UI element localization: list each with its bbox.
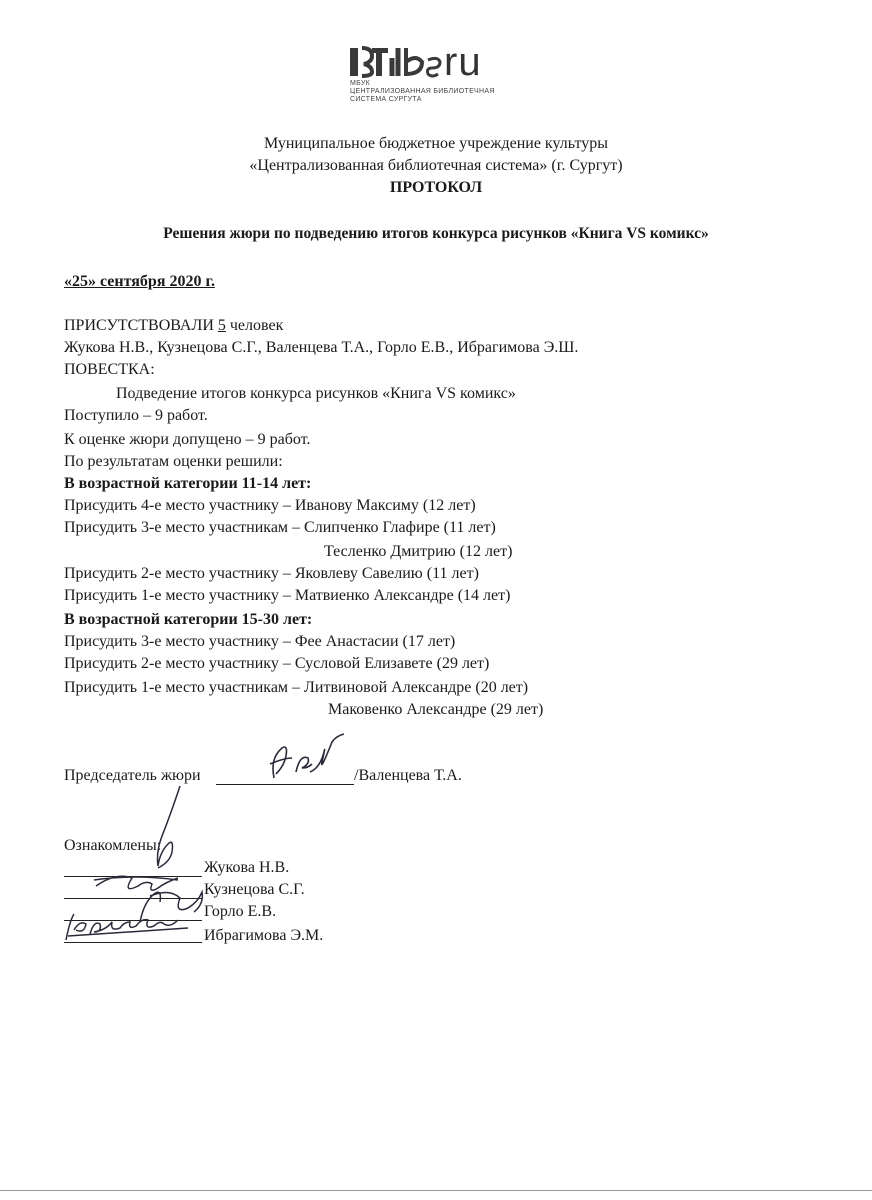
award-line: Присудить 1-е место участнику – Матвиенко Александре (14 лет) <box>64 587 511 604</box>
category-title: В возрастной категории 11-14 лет: <box>64 475 312 492</box>
award-line: Присудить 1-е место участникам – Литвиновой Александре (20 лет) <box>64 679 529 696</box>
library-logo <box>348 40 498 110</box>
works-received: Поступило – 9 работ. <box>64 407 208 424</box>
category-title: В возрастной категории 15-30 лет: <box>64 611 313 628</box>
acquainted-name: Горло Е.В. <box>204 903 277 920</box>
award-line: Тесленко Дмитрию (12 лет) <box>324 543 513 560</box>
chair-label: Председатель жюри <box>64 767 201 784</box>
award-line: Маковенко Александре (29 лет) <box>328 701 544 718</box>
logo-brand: ru <box>444 40 482 84</box>
chair-name: /Валенцева Т.А. <box>354 767 462 784</box>
award-line: Присудить 2-е место участнику – Яковлеву Савелию (11 лет) <box>64 565 479 582</box>
organization-name-line1: Муниципальное бюджетное учреждение культуры <box>264 135 608 152</box>
logo-sub-line: МБУК <box>350 80 370 87</box>
document-title: ПРОТОКОЛ <box>389 179 483 196</box>
logo-sub-line: ЦЕНТРАЛИЗОВАННАЯ БИБЛИОТЕЧНАЯ <box>350 88 495 95</box>
award-line: Присудить 2-е место участнику – Сусловой Елизавете (29 лет) <box>64 655 490 672</box>
logo-sub-line: СИСТЕМА СУРГУТА <box>350 96 422 103</box>
signature-ibragimova-icon <box>60 906 196 946</box>
award-line: Присудить 4-е место участнику – Иванову Максиму (12 лет) <box>64 497 476 514</box>
attendance-label: ПРИСУТСТВОВАЛИ <box>64 317 214 334</box>
attendance-line <box>64 316 283 336</box>
acquainted-name: Кузнецова С.Г. <box>204 881 305 898</box>
agenda-label: ПОВЕСТКА: <box>64 361 155 378</box>
works-admitted: К оценке жюри допущено – 9 работ. <box>64 431 311 448</box>
acquainted-name: Жукова Н.В. <box>204 859 290 876</box>
attendance-members: Жукова Н.В., Кузнецова С.Г., Валенцева Т.А., Горло Е.В., Ибрагимова Э.Ш. <box>64 339 579 356</box>
attendance-count: 5 <box>217 317 226 334</box>
chair-signature-icon <box>244 730 354 790</box>
logo-subtitle <box>350 80 495 104</box>
acquainted-label: Ознакомлены: <box>64 837 162 854</box>
organization-name-line2: «Централизованная библиотечная система» (г. Сургут) <box>249 157 623 174</box>
acquainted-name: Ибрагимова Э.М. <box>204 927 324 944</box>
attendance-unit: человек <box>229 317 284 334</box>
agenda-item: Подведение итогов конкурса рисунков «Книга VS комикс» <box>116 385 516 402</box>
award-line: Присудить 3-е место участникам – Слипченко Глафире (11 лет) <box>64 519 496 536</box>
scan-edge-line <box>0 1190 872 1191</box>
document-subject: Решения жюри по подведению итогов конкурса рисунков «Книга VS комикс» <box>163 225 709 242</box>
decision-intro: По результатам оценки решили: <box>64 453 283 470</box>
logo-mark-icon <box>348 44 444 80</box>
document-date: «25» сентября 2020 г. <box>64 273 215 290</box>
award-line: Присудить 3-е место участнику – Фее Анастасии (17 лет) <box>64 633 456 650</box>
